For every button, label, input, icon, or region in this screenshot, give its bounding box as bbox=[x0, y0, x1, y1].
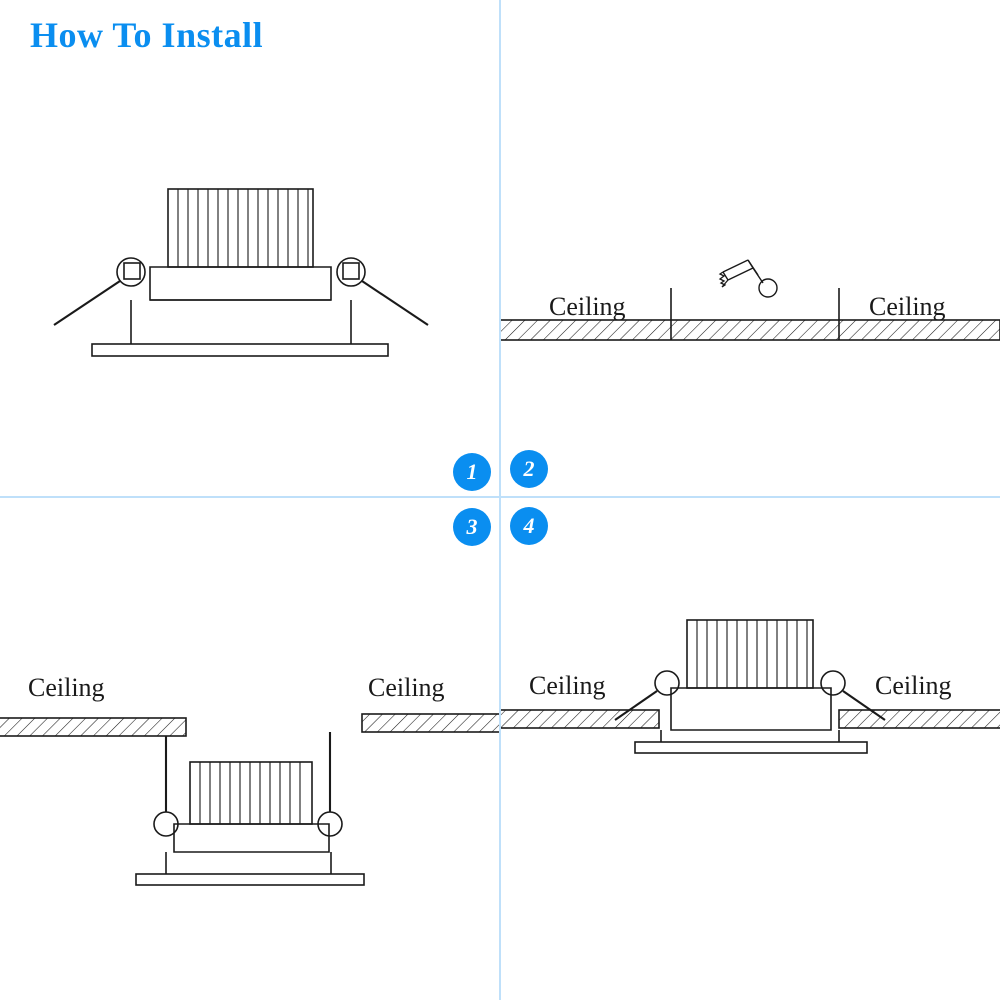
panel-step-1 bbox=[0, 0, 499, 496]
ceiling-label-left: Ceiling bbox=[28, 673, 105, 702]
step-badge-1: 1 bbox=[453, 453, 491, 491]
panel-step-2 bbox=[501, 0, 1000, 496]
ceiling-label-right: Ceiling bbox=[875, 671, 952, 700]
panel-step-3 bbox=[0, 498, 499, 1000]
panel-step-4 bbox=[501, 498, 1000, 1000]
page-title: How To Install bbox=[30, 15, 264, 55]
ceiling-label-left: Ceiling bbox=[529, 671, 606, 700]
step-1-illustration bbox=[0, 0, 499, 496]
step-badge-3: 3 bbox=[453, 508, 491, 546]
step-badge-2: 2 bbox=[510, 450, 548, 488]
step-3-illustration bbox=[0, 498, 499, 1000]
ceiling-label-right: Ceiling bbox=[368, 673, 445, 702]
step-2-illustration bbox=[501, 0, 1000, 496]
step-badge-4: 4 bbox=[510, 507, 548, 545]
step-4-illustration bbox=[501, 498, 1000, 1000]
ceiling-label-left: Ceiling bbox=[549, 292, 626, 321]
ceiling-label-right: Ceiling bbox=[869, 292, 946, 321]
